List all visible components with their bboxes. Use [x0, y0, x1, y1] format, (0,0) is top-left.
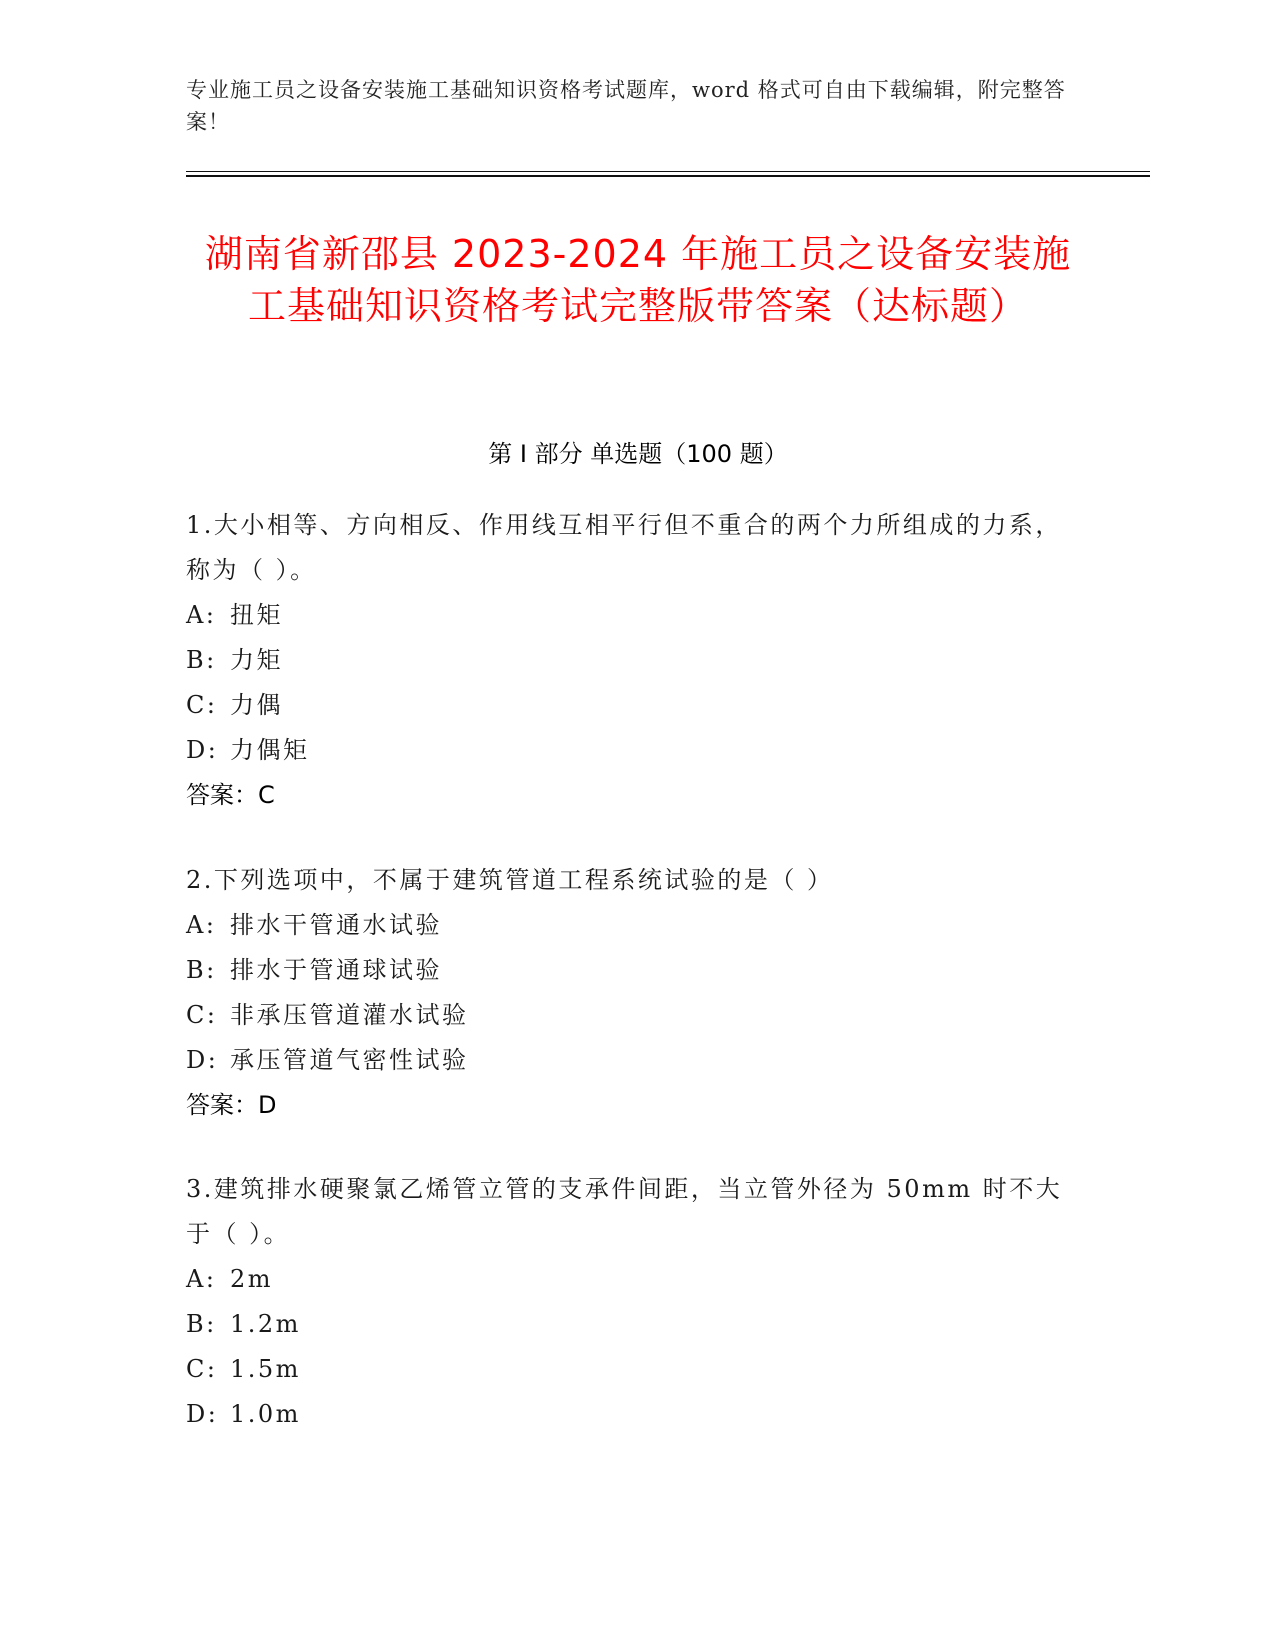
option-c [186, 1347, 1086, 1392]
option-letter: A: [186, 911, 217, 939]
option-letter: A: [186, 601, 217, 629]
section-title: 第 I 部分 单选题（100 题） [488, 440, 788, 468]
option-letter: C: [186, 691, 218, 719]
question-1 [186, 503, 1086, 818]
answer-line: 答案：C [186, 781, 275, 809]
header-rule-thin [186, 171, 1150, 172]
option-text: 非承压管道灌水试验 [230, 1001, 469, 1029]
option-d [186, 1392, 1086, 1437]
option-a [186, 903, 1086, 948]
header-note: 专业施工员之设备安装施工基础知识资格考试题库，word 格式可自由下载编辑，附完整答案！ [186, 78, 1066, 134]
option-letter: B: [186, 1310, 217, 1338]
option-text: 力矩 [230, 646, 283, 674]
option-letter: A: [186, 1265, 217, 1293]
option-d [186, 1038, 1086, 1083]
option-letter: B: [186, 956, 217, 984]
option-a [186, 1257, 1086, 1302]
option-letter: C: [186, 1355, 218, 1383]
option-text: 扭矩 [230, 601, 283, 629]
option-letter: B: [186, 646, 217, 674]
option-text: 力偶矩 [230, 736, 310, 764]
option-c [186, 993, 1086, 1038]
option-text: 1.0m [230, 1400, 301, 1428]
header-rule-thick [186, 175, 1150, 177]
question-stem: 3.建筑排水硬聚氯乙烯管立管的支承件间距，当立管外径为 50mm 时不大于（ ）。 [186, 1175, 1063, 1248]
option-text: 排水干管通水试验 [230, 911, 442, 939]
question-stem: 1.大小相等、方向相反、作用线互相平行但不重合的两个力所组成的力系，称为（ ）。 [186, 511, 1062, 584]
answer-line: 答案：D [186, 1091, 277, 1119]
option-text: 承压管道气密性试验 [230, 1046, 469, 1074]
option-b [186, 948, 1086, 993]
option-text: 1.2m [230, 1310, 301, 1338]
option-text: 1.5m [230, 1355, 301, 1383]
option-letter: D: [186, 1400, 219, 1428]
question-3 [186, 1167, 1086, 1437]
option-d [186, 728, 1086, 773]
option-letter: D: [186, 1046, 219, 1074]
option-letter: D: [186, 736, 219, 764]
option-a [186, 593, 1086, 638]
option-letter: C: [186, 1001, 218, 1029]
question-2 [186, 858, 1086, 1128]
option-text: 力偶 [230, 691, 283, 719]
option-b [186, 638, 1086, 683]
option-b [186, 1302, 1086, 1347]
option-text: 排水于管通球试验 [230, 956, 442, 984]
option-c [186, 683, 1086, 728]
question-stem: 2.下列选项中，不属于建筑管道工程系统试验的是（ ） [186, 866, 834, 894]
document-title: 湖南省新邵县 2023-2024 年施工员之设备安装施工基础知识资格考试完整版带答案（达标题） [204, 232, 1072, 328]
option-text: 2m [230, 1265, 274, 1293]
